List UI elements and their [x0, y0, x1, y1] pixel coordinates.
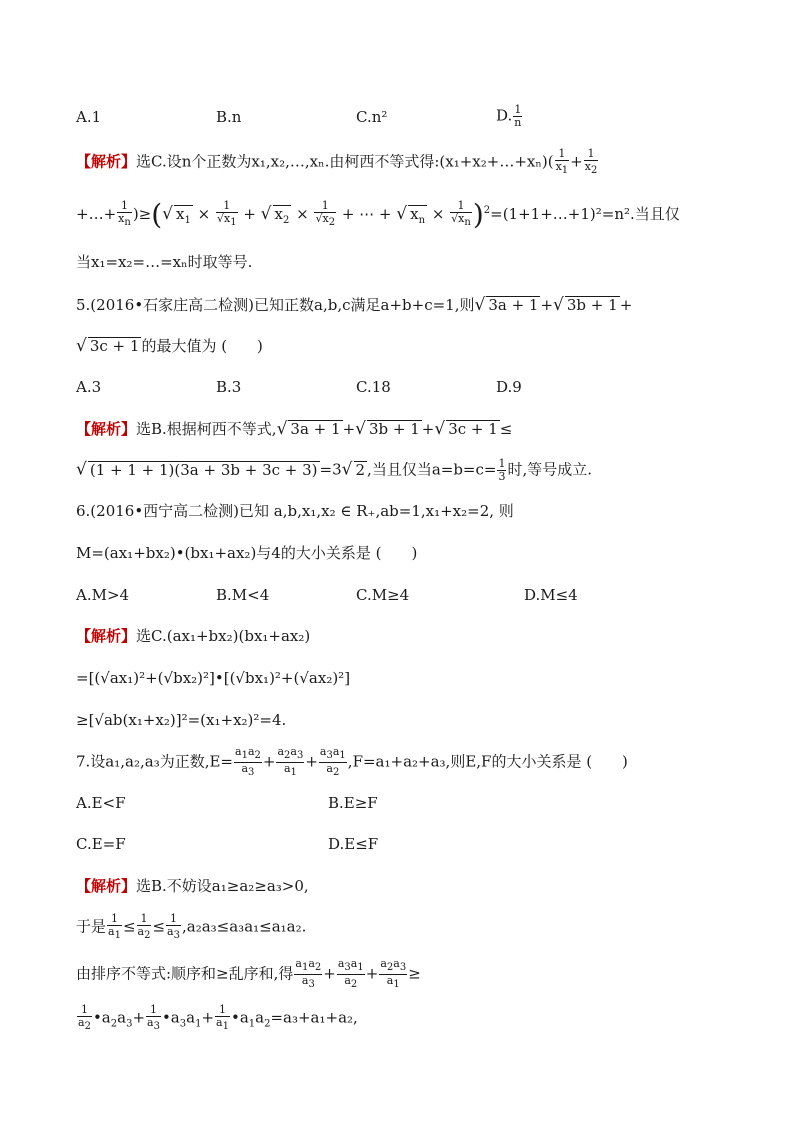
q6-solution-line1: 【解析】选C.(ax₁+bx₂)(bx₁+ax₂) — [76, 627, 311, 645]
q6-solution-line3: ≥[√ab(x₁+x₂)]²=(x₁+x₂)²=4. — [76, 711, 287, 729]
q5-options — [76, 376, 726, 400]
option-b[interactable]: B.M<4 — [216, 586, 270, 604]
solution-tag: 【解析】 — [76, 877, 137, 895]
option-a[interactable]: A.3 — [76, 378, 102, 396]
q7-solution-line3: 由排序不等式:顺序和≥乱序和,得 $\frac{a_1a_2}{a_3}$ + $\frac{a_3a_1}{a_2}$ + $\frac{a_2a_3}{a_1}$ ≥ — [76, 957, 421, 991]
q4-solution-line1: 【解析】选C.设n个正数为x₁,x₂,…,xₙ.由柯西不等式得:(x₁+x₂+…+xₙ)( $\frac{1}{x_1}$ + $\frac{1}{x_2}$ — [76, 147, 598, 177]
q7-solution-line2: 于是 $\frac{1}{a_1}$ ≤ $\frac{1}{a_2}$ ≤ $\frac{1}{a_3}$ ,a₂a₃≤a₃a₁≤a₁a₂. — [76, 912, 307, 942]
q6-stem-line1: 6.(2016•西宁高二检测)已知 a,b,x₁,x₂ ∈ R₊,ab=1,x₁+x₂=2, 则 — [76, 502, 514, 520]
q5-stem-line2: √ 3c + 1 的最大值为 ( ) — [76, 336, 263, 356]
q6-solution-line2: =[(√ax₁)²+(√bx₂)²]•[(√bx₁)²+(√ax₂)²] — [76, 669, 351, 687]
q5-solution-line1: 【解析】选B.根据柯西不等式,√ 3a + 1 +√ 3b + 1 +√ 3c + 1 ≤ — [76, 419, 513, 439]
q4-options — [76, 104, 726, 130]
option-d[interactable]: D. $\frac{1}{n}$ — [496, 103, 522, 129]
option-b[interactable]: B.E≥F — [328, 794, 378, 812]
option-d[interactable]: D.E≤F — [328, 835, 379, 853]
q7-solution-line4: $\frac{1}{a_2}$ $•a_2a_3+$ $\frac{1}{a_3}$ $•a_3a_1+$ $\frac{1}{a_1}$ $•a_1a_2=a_3+a_1+a_2$, — [78, 1003, 358, 1033]
option-a[interactable]: A.E<F — [76, 794, 126, 812]
option-c[interactable]: C.18 — [356, 378, 391, 396]
option-c[interactable]: C.n² — [356, 108, 388, 126]
solution-tag: 【解析】 — [76, 152, 137, 171]
q7-stem-line1: 7.设a₁,a₂,a₃为正数,E= $\frac{a_1a_2}{a_3}$ + $\frac{a_2a_3}{a_1}$ + $\frac{a_3a_1}{a_2}$ ,F=a₁+a₂+a₃,则E,F的大小关系是 ( ) — [76, 745, 628, 779]
option-c[interactable]: C.E=F — [76, 835, 126, 853]
solution-tag: 【解析】 — [76, 420, 137, 438]
solution-tag: 【解析】 — [76, 627, 137, 645]
option-a[interactable]: A.1 — [76, 108, 102, 126]
q5-solution-line2: √ (1 + 1 + 1)(3a + 3b + 3c + 3) =3√ 2 ,当且仅当a=b=c= $\frac{1}{3}$ 时,等号成立. — [76, 457, 593, 483]
q7-options-row1 — [76, 792, 726, 816]
q7-solution-line1: 【解析】选B.不妨设a₁≥a₂≥a₃>0, — [76, 877, 309, 895]
q4-solution-line3: 当x₁=x₂=…=xₙ时取等号. — [76, 253, 253, 271]
option-d[interactable]: D.M≤4 — [524, 586, 578, 604]
q6-options — [76, 584, 726, 608]
option-b[interactable]: B.3 — [216, 378, 242, 396]
option-d[interactable]: D.9 — [496, 378, 522, 396]
document-page — [76, 0, 726, 1123]
option-b[interactable]: B.n — [216, 108, 242, 126]
q5-stem-line1: 5.(2016•石家庄高二检测)已知正数a,b,c满足a+b+c=1,则√ 3a + 1 +√ 3b + 1 + — [76, 295, 633, 315]
q4-solution-line2: +…+ $\frac{1}{x_n}$ )≥(√ $x_1$ × $\frac{1}{√x_1}$ + √ $x_2$ × $\frac{1}{√x_2}$ + ⋯ + √ $x_n$ × $\frac{1}{√x_n}$ )$^2$=(1+1+…+1)²=n².当且仅 — [76, 198, 680, 231]
q6-stem-line2: M=(ax₁+bx₂)•(bx₁+ax₂)与4的大小关系是 ( ) — [76, 544, 418, 562]
option-c[interactable]: C.M≥4 — [356, 586, 410, 604]
q7-options-row2 — [76, 833, 726, 857]
option-a[interactable]: A.M>4 — [76, 586, 130, 604]
